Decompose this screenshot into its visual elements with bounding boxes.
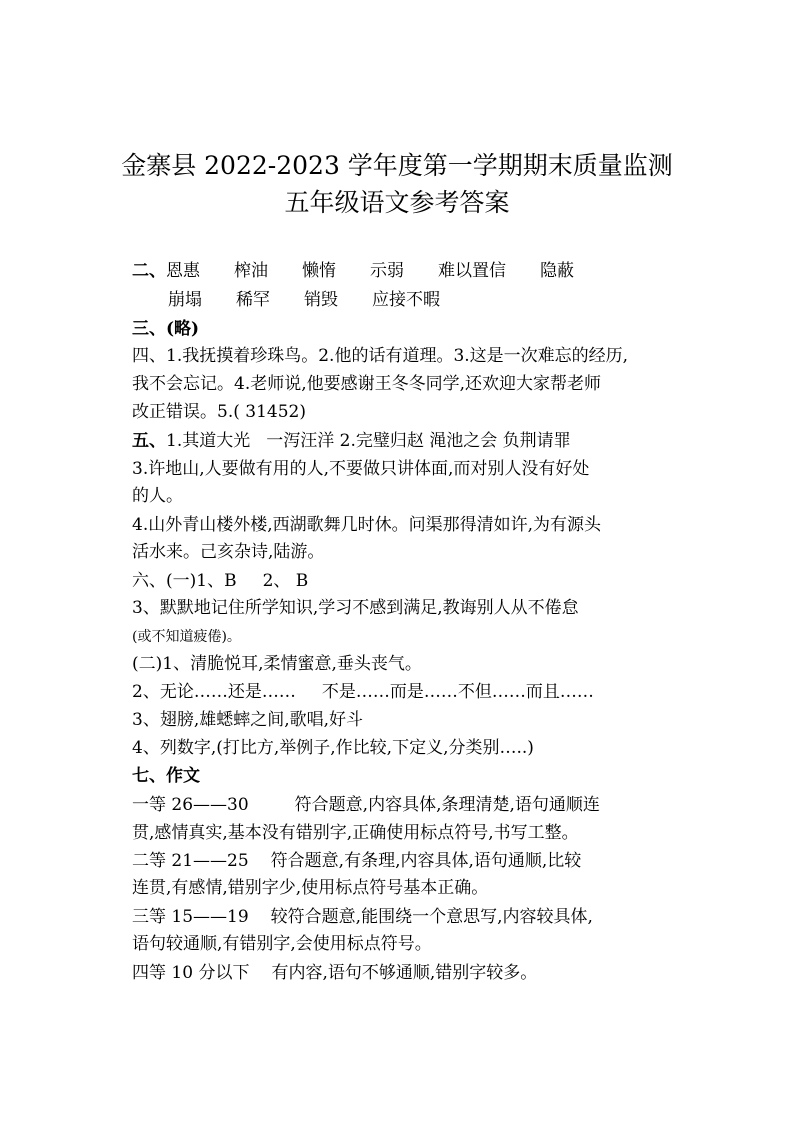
- grade-1-line-1: [132, 794, 600, 816]
- section-6-line-2: 3、默默地记住所学知识,学习不感到满足,教诲别人从不倦怠: [132, 598, 579, 618]
- section-5-line-2: 3.许地山,人要做有用的人,不要做只讲体面,而对别人没有好处: [132, 459, 590, 479]
- section-5-line-3: 的人。: [132, 486, 183, 506]
- title-line-2: 五年级语文参考答案: [284, 188, 510, 217]
- section-4-line-3: 改正错误。5.( 31452): [132, 402, 306, 422]
- grade-3-desc: 较符合题意,能围绕一个意思写,内容较具体,: [270, 907, 593, 927]
- s2-word: 隐蔽: [540, 261, 574, 281]
- section-5-line-5: 活水来。己亥杂诗,陆游。: [132, 542, 325, 562]
- section-6-line-5: [132, 681, 594, 703]
- section-2-row-2: [168, 289, 440, 311]
- section-3-line: 三、(略): [132, 319, 200, 339]
- s2-word: 懒惰: [302, 261, 336, 281]
- section-4-line-1: 四、1.我抚摸着珍珠鸟。2.他的话有道理。3.这是一次难忘的经历,: [132, 346, 629, 366]
- s6-part: 2、无论……还是……: [132, 682, 296, 702]
- grade-1-desc: 符合题意,内容具体,条理清楚,语句通顺连: [294, 795, 600, 815]
- section-2-row-1: [132, 260, 574, 282]
- s2-word: 恩惠: [166, 261, 200, 281]
- title-line-1: 金寨县 2022-2023 学年度第一学期期末质量监测: [121, 151, 673, 180]
- grade-1-range: 一等 26——30: [132, 795, 249, 815]
- grade-2-line-1: [132, 850, 581, 872]
- section-6-line-1: [132, 570, 308, 592]
- grade-4-desc: 有内容,语句不够通顺,错别字较多。: [271, 963, 538, 983]
- section-6-line-3: (或不知道疲倦)。: [132, 629, 241, 645]
- grade-2-desc: 符合题意,有条理,内容具体,语句通顺,比较: [270, 851, 582, 871]
- grade-2-line-2: 连贯,有感情,错别字少,使用标点符号基本正确。: [132, 878, 489, 898]
- s2-word: 崩塌: [168, 290, 202, 310]
- section-6-line-4: (二)1、清脆悦耳,柔情蜜意,垂头丧气。: [132, 654, 422, 674]
- section-5-line-1: [132, 430, 571, 452]
- s6-part: 不是……而是……不但……而且……: [321, 682, 594, 702]
- s2-word: 榨油: [234, 261, 268, 281]
- section-7-heading: 七、作文: [132, 766, 200, 786]
- grade-4-line-1: [132, 962, 537, 984]
- s2-word: 稀罕: [236, 290, 270, 310]
- s2-word: 难以置信: [438, 261, 506, 281]
- section-5-label: 五、: [132, 431, 166, 451]
- section-4-line-2: 我不会忘记。4.老师说,他要感谢王冬冬同学,还欢迎大家帮老师: [132, 374, 602, 394]
- s6-part: 六、(一)1、B: [132, 571, 237, 591]
- section-6-line-7: 4、列数字,(打比方,举例子,作比较,下定义,分类别…..): [132, 738, 534, 758]
- grade-2-range: 二等 21——25: [132, 851, 249, 871]
- grade-3-range: 三等 15——19: [132, 907, 249, 927]
- grade-4-range: 四等 10 分以下: [132, 963, 250, 983]
- s6-part: 2、 B: [262, 571, 309, 591]
- section-2-label: 二、: [132, 261, 166, 281]
- grade-3-line-1: [132, 906, 593, 928]
- s2-word: 销毁: [304, 290, 338, 310]
- grade-1-line-2: 贯,感情真实,基本没有错别字,正确使用标点符号,书写工整。: [132, 823, 579, 843]
- section-5-line-4: 4.山外青山楼外楼,西湖歌舞几时休。问渠那得清如许,为有源头: [132, 515, 602, 535]
- s2-word: 示弱: [370, 261, 404, 281]
- s2-word: 应接不暇: [372, 290, 440, 310]
- section-6-line-6: 3、翅膀,雄蟋蟀之间,歌唱,好斗: [132, 710, 364, 730]
- s5-part: 1.其道大光: [166, 431, 251, 451]
- grade-3-line-2: 语句较通顺,有错别字,会使用标点符号。: [132, 934, 432, 954]
- s5-part: 一泻汪洋 2.完璧归赵 渑池之会 负荆请罪: [266, 431, 571, 451]
